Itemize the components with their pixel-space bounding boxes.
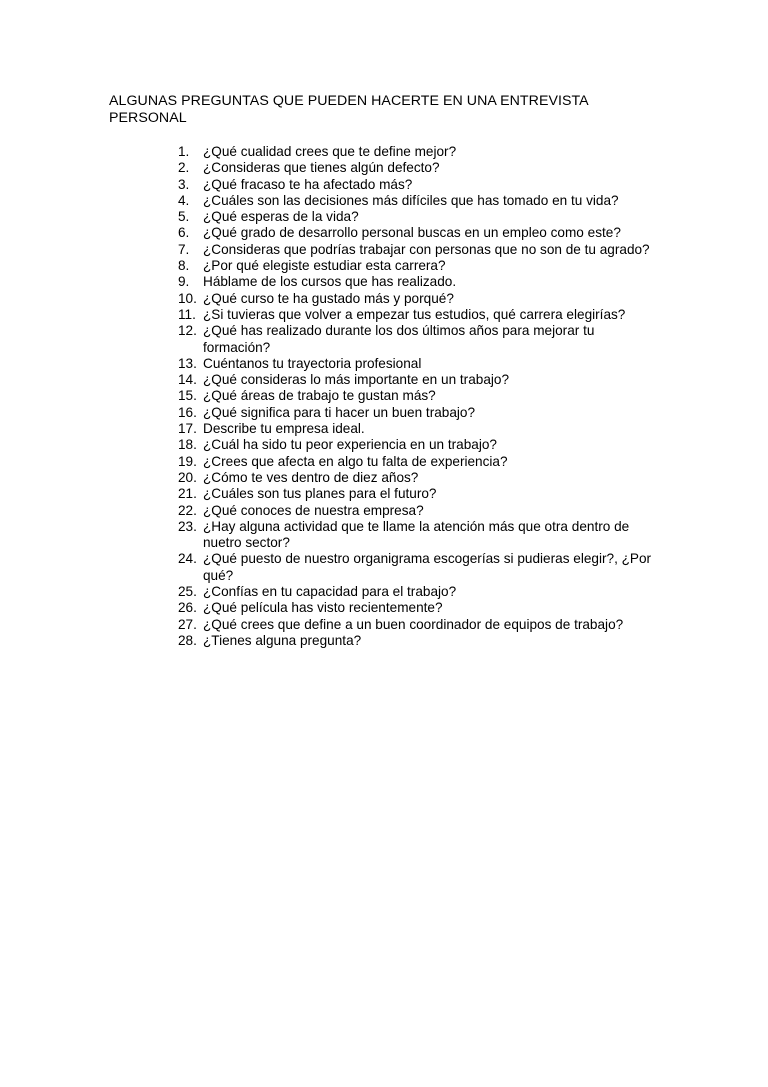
question-item <box>178 144 658 160</box>
question-text: ¿Qué esperas de la vida? <box>203 209 359 225</box>
question-item <box>178 421 658 437</box>
question-number: 3. <box>178 176 190 192</box>
question-number: 5. <box>178 209 190 225</box>
question-text: ¿Qué curso te ha gustado más y porqué? <box>203 290 454 306</box>
question-item <box>178 551 658 584</box>
question-text: ¿Cuáles son las decisiones más difíciles que has tomado en tu vida? <box>203 192 619 208</box>
question-number: 13. <box>178 355 197 371</box>
question-text: ¿Tienes alguna pregunta? <box>203 632 362 648</box>
question-number: 11. <box>178 306 196 322</box>
question-number: 14. <box>178 372 197 388</box>
question-text: ¿Si tuvieras que volver a empezar tus estudios, qué carrera elegirías? <box>203 306 626 322</box>
question-number: 9. <box>178 274 190 290</box>
question-number: 17. <box>178 421 197 437</box>
question-text: ¿Por qué elegiste estudiar esta carrera? <box>203 258 446 274</box>
question-number: 7. <box>178 241 190 257</box>
question-item <box>178 405 658 421</box>
question-number: 20. <box>178 469 197 485</box>
question-text: ¿Qué áreas de trabajo te gustan más? <box>203 388 436 404</box>
question-text: ¿Consideras que tienes algún defecto? <box>203 160 440 176</box>
question-number: 6. <box>178 225 190 241</box>
question-number: 10. <box>178 290 197 306</box>
question-item <box>178 242 658 258</box>
question-item <box>178 633 658 649</box>
question-number: 16. <box>178 404 197 420</box>
question-text: ¿Qué puesto de nuestro organigrama escogerías si pudieras elegir?, ¿Por qué? <box>203 551 652 583</box>
question-item <box>178 323 658 356</box>
question-number: 22. <box>178 502 197 518</box>
question-number: 27. <box>178 616 197 632</box>
question-text: ¿Crees que afecta en algo tu falta de experiencia? <box>203 453 508 469</box>
question-item <box>178 470 658 486</box>
question-text: ¿Consideras que podrías trabajar con personas que no son de tu agrado? <box>203 241 650 257</box>
question-item <box>178 437 658 453</box>
question-text: ¿Hay alguna actividad que te llame la atención más que otra dentro de nuetro sector? <box>203 518 630 551</box>
question-text: ¿Qué película has visto recientemente? <box>203 600 443 616</box>
question-text: ¿Qué has realizado durante los dos últimos años para mejorar tu formación? <box>203 323 595 355</box>
question-item <box>178 209 658 225</box>
question-item <box>178 372 658 388</box>
question-number: 25. <box>178 584 197 600</box>
question-item <box>178 160 658 176</box>
document-title: ALGUNAS PREGUNTAS QUE PUEDEN HACERTE EN UNA ENTREVISTA PERSONAL <box>109 93 588 126</box>
question-number: 26. <box>178 600 197 616</box>
questions-list <box>178 144 658 649</box>
question-number: 18. <box>178 437 197 453</box>
question-item <box>178 388 658 404</box>
question-item <box>178 584 658 600</box>
question-item <box>178 291 658 307</box>
question-item <box>178 274 658 290</box>
question-text: ¿Confías en tu capacidad para el trabajo? <box>203 584 457 600</box>
question-item <box>178 225 658 241</box>
question-text: ¿Qué grado de desarrollo personal buscas en un empleo como este? <box>203 225 621 241</box>
question-text: Describe tu empresa ideal. <box>203 421 365 437</box>
question-item <box>178 486 658 502</box>
question-number: 21. <box>178 486 197 502</box>
question-item <box>178 258 658 274</box>
question-number: 2. <box>178 160 190 176</box>
question-text: ¿Cuál ha sido tu peor experiencia en un trabajo? <box>203 437 497 453</box>
question-item <box>178 519 658 552</box>
question-number: 8. <box>178 258 190 274</box>
question-item <box>178 193 658 209</box>
question-item <box>178 617 658 633</box>
question-text: ¿Qué conoces de nuestra empresa? <box>203 502 424 518</box>
question-text: ¿Qué fracaso te ha afectado más? <box>203 176 413 192</box>
question-number: 28. <box>178 632 197 648</box>
question-text: ¿Cómo te ves dentro de diez años? <box>203 469 419 485</box>
question-number: 1. <box>178 144 190 159</box>
question-text: ¿Cuáles son tus planes para el futuro? <box>203 486 437 502</box>
question-text: ¿Qué crees que define a un buen coordinador de equipos de trabajo? <box>203 616 624 632</box>
question-text: Cuéntanos tu trayectoria profesional <box>203 355 422 371</box>
question-item <box>178 307 658 323</box>
question-number: 12. <box>178 323 197 339</box>
question-item <box>178 503 658 519</box>
question-number: 15. <box>178 388 197 404</box>
question-number: 4. <box>178 192 190 208</box>
question-item <box>178 600 658 616</box>
question-text: ¿Qué cualidad crees que te define mejor? <box>203 144 457 159</box>
question-number: 19. <box>178 453 197 469</box>
question-number: 24. <box>178 551 197 567</box>
question-number: 23. <box>178 518 197 534</box>
question-item <box>178 454 658 470</box>
question-text: Háblame de los cursos que has realizado. <box>203 274 457 290</box>
question-item <box>178 177 658 193</box>
question-text: ¿Qué significa para ti hacer un buen trabajo? <box>203 404 476 420</box>
question-text: ¿Qué consideras lo más importante en un trabajo? <box>203 372 510 388</box>
question-item <box>178 356 658 372</box>
